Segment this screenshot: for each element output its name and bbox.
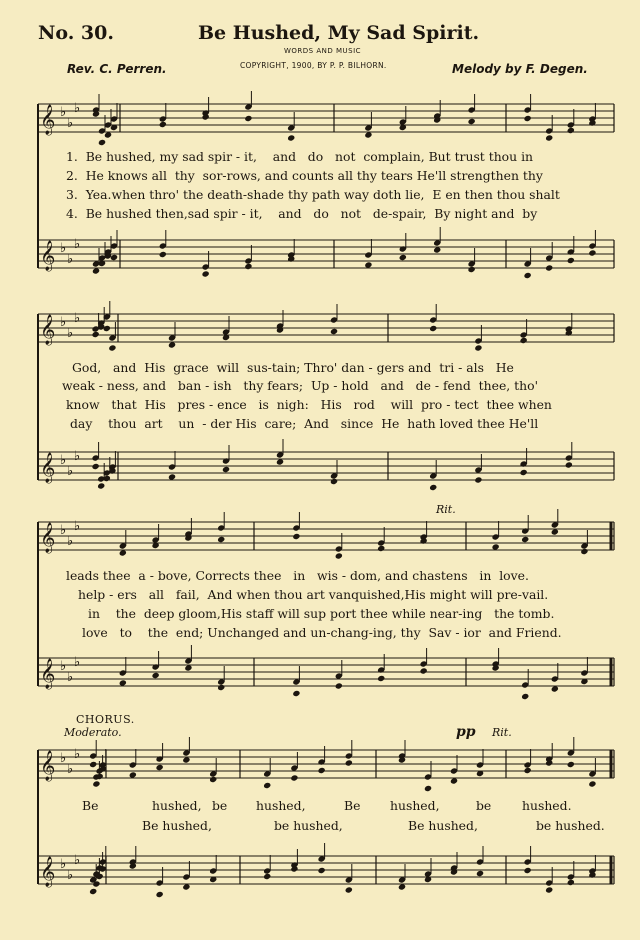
chorus-word: hushed,	[152, 798, 202, 813]
verse1-line: God, and His grace will sus-tain; Thro' dan - gers and tri - als He	[72, 360, 514, 375]
note-head	[330, 478, 338, 485]
clef-symbol: 𝄞	[40, 857, 56, 887]
clef-symbol: 𝄞	[40, 105, 56, 135]
flat-sign: ♭	[67, 868, 74, 883]
tempo-mark: Moderato.	[64, 726, 122, 739]
flat-sign: ♭	[74, 237, 81, 252]
note-head	[156, 891, 164, 898]
flat-sign: ♭	[74, 853, 81, 868]
note-head	[476, 870, 484, 877]
note-head	[335, 682, 343, 689]
verse4-line: love to the end; Unchanged and un-chang-ing, thy Sav - ior and Friend.	[82, 625, 562, 640]
note-head	[588, 780, 596, 787]
flat-sign: ♭	[67, 464, 74, 479]
note-head	[345, 886, 353, 893]
note-head	[565, 461, 573, 468]
flat-sign: ♭	[74, 655, 81, 670]
chorus-word: be	[476, 798, 492, 813]
note-head	[524, 867, 532, 874]
flat-sign: ♭	[67, 534, 74, 549]
note-head	[545, 264, 553, 271]
flat-sign: ♭	[74, 449, 81, 464]
clef-symbol: 𝄞	[40, 751, 56, 781]
note-head	[588, 249, 596, 256]
note-head	[263, 873, 271, 880]
note-head	[159, 251, 167, 258]
flat-sign: ♭	[60, 105, 67, 120]
note-head	[335, 552, 343, 559]
chorus-word: hushed.	[522, 798, 572, 813]
note-head	[524, 272, 532, 279]
clef-symbol: 𝄞	[40, 315, 56, 345]
note-head	[263, 782, 271, 789]
flat-sign: ♭	[74, 311, 81, 326]
note-head	[567, 127, 575, 134]
note-head	[89, 888, 97, 895]
note-head	[524, 767, 532, 774]
note-head	[545, 886, 553, 893]
note-head	[287, 134, 295, 141]
note-head	[474, 476, 482, 483]
verse1-line: leads thee a - bove, Corrects thee in wis - dom, and chastens in love.	[66, 568, 529, 583]
flat-sign: ♭	[74, 101, 81, 116]
note-head	[567, 257, 575, 264]
flat-sign: ♭	[74, 519, 81, 534]
note-head	[429, 325, 437, 332]
verse1-line: 1. Be hushed, my sad spir - it, and do not complain, But trust thou in	[66, 149, 534, 164]
flat-sign: ♭	[60, 751, 67, 766]
verse3-line: know that His pres - ence is nigh: His rod will pro - tect thee when	[66, 397, 552, 412]
flat-sign: ♭	[60, 857, 67, 872]
chorus-phrase: Be hushed,	[142, 818, 212, 833]
note-head	[159, 121, 167, 128]
verse3-line: 3. Yea.when thro' the death-shade thy path way doth lie, E en then thou shalt	[66, 187, 560, 202]
note-head	[521, 536, 529, 543]
note-head	[468, 266, 476, 273]
note-head	[524, 115, 532, 122]
verse2-line: weak - ness, and ban - ish thy fears; Up - hold and de - fend thee, tho'	[62, 378, 539, 393]
flat-sign: ♭	[60, 659, 67, 674]
flat-sign: ♭	[74, 747, 81, 762]
copyright-line: COPYRIGHT, 1900, BY P. P. BILHORN.	[240, 61, 387, 70]
note-head	[567, 761, 575, 768]
chorus-phrase: Be hushed,	[408, 818, 478, 833]
note-head	[377, 545, 385, 552]
note-head	[424, 785, 432, 792]
flat-sign: ♭	[67, 326, 74, 341]
note-head	[152, 672, 160, 679]
note-head	[217, 684, 225, 691]
chorus-word: be	[212, 798, 228, 813]
note-head	[92, 331, 100, 338]
chorus-label: CHORUS.	[76, 713, 135, 726]
hymn-title: Be Hushed, My Sad Spirit.	[198, 22, 480, 44]
lyricist-credit: Rev. C. Perren.	[67, 62, 167, 76]
note-head	[156, 764, 164, 771]
note-head	[399, 254, 407, 261]
note-head	[521, 693, 529, 700]
note-head	[108, 344, 116, 351]
note-head	[89, 761, 97, 768]
flat-sign: ♭	[67, 116, 74, 131]
note-head	[244, 263, 252, 270]
chorus-phrase: be hushed.	[536, 818, 605, 833]
note-head	[580, 548, 588, 555]
note-head	[520, 469, 528, 476]
note-head	[98, 139, 106, 146]
flat-sign: ♭	[67, 670, 74, 685]
chorus-word: Be	[344, 798, 361, 813]
note-head	[92, 463, 100, 470]
flat-sign: ♭	[60, 241, 67, 256]
note-head	[292, 690, 300, 697]
verse3-line: in the deep gloom,His staff will sup port thee while near-ing the tomb.	[88, 606, 555, 621]
verse4-line: day thou art un - der His care; And since He hath loved thee He'll	[70, 416, 539, 431]
note-head	[520, 337, 528, 344]
chorus-phrase: be hushed,	[274, 818, 343, 833]
note-head	[474, 344, 482, 351]
note-head	[345, 759, 353, 766]
note-head	[292, 533, 300, 540]
verse2-line: help - ers all fail, And when thou art vanquished,His might will pre-vail.	[78, 587, 549, 602]
note-head	[318, 767, 326, 774]
note-head	[545, 134, 553, 141]
note-head	[420, 667, 428, 674]
note-head	[209, 776, 217, 783]
ritardando-mark: Rit.	[436, 503, 456, 516]
note-head	[97, 482, 105, 489]
verse2-line: 2. He knows all thy sor-rows, and counts all thy tears He'll strengthen thy	[66, 168, 543, 183]
flat-sign: ♭	[60, 523, 67, 538]
note-head	[468, 118, 476, 125]
note-head	[244, 115, 252, 122]
clef-symbol: 𝄞	[40, 241, 56, 271]
note-head	[377, 675, 385, 682]
clef-symbol: 𝄞	[40, 523, 56, 553]
flat-sign: ♭	[60, 453, 67, 468]
note-head	[330, 328, 338, 335]
clef-symbol: 𝄞	[40, 453, 56, 483]
note-head	[222, 466, 230, 473]
chorus-word: hushed,	[256, 798, 306, 813]
note-head	[202, 270, 210, 277]
chorus-rit-mark: Rit.	[492, 726, 512, 739]
hymn-number: No. 30.	[38, 22, 114, 44]
note-head	[92, 780, 100, 787]
note-head	[567, 879, 575, 886]
dynamic-pp: pp	[456, 724, 476, 740]
note-head	[217, 536, 225, 543]
flat-sign: ♭	[67, 762, 74, 777]
chorus-word: hushed,	[390, 798, 440, 813]
chorus-word: Be	[82, 798, 99, 813]
note-head	[318, 867, 326, 874]
composer-credit: Melody by F. Degen.	[452, 62, 588, 76]
flat-sign: ♭	[60, 315, 67, 330]
clef-symbol: 𝄞	[40, 659, 56, 689]
note-head	[429, 484, 437, 491]
words-music-credit: WORDS AND MUSIC	[284, 47, 362, 55]
note-head	[290, 774, 298, 781]
flat-sign: ♭	[67, 252, 74, 267]
verse4-line: 4. Be hushed then,sad spir - it, and do not de-spair, By night and by	[66, 206, 538, 221]
